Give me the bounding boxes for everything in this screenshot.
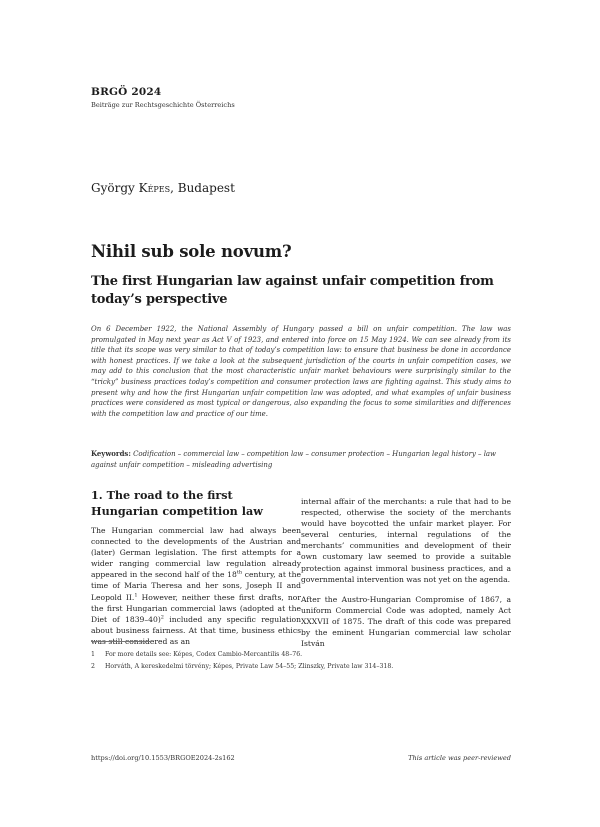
footnotes [91, 649, 511, 673]
footnote-1 [91, 649, 511, 661]
author-surname: Képes [138, 181, 171, 195]
keywords [91, 449, 511, 470]
text: century, at the time of Maria Theresa and her sons, Joseph II and Leopold II. [91, 570, 301, 602]
left-paragraph [91, 525, 301, 647]
doi-link[interactable]: https://doi.org/10.1553/BRGOE2024-2s162 [91, 754, 235, 762]
footnote-ref-2[interactable]: 2 [160, 614, 164, 621]
footnote-2 [91, 661, 511, 673]
author-first-name: György [91, 181, 139, 195]
text: However, neither these first drafts, nor the first Hungarian commercial laws (adopted at the Diet of 1839–40) [91, 592, 301, 624]
right-column [301, 496, 511, 658]
section-heading: 1. The road to the first Hungarian competition law [91, 488, 263, 518]
right-paragraph-1: internal affair of the merchants: a rule that had to be respected, otherwise the society of the merchants would have boycotted the unfair market player. For several centuries, internal regulations of the merchants’ communities and development of their own customary law seemed to provide a suitable protection against immoral business practices, and a governmental intervention was not yet on the agenda. [301, 497, 511, 584]
journal-subtitle: Beiträge zur Rechtsgeschichte Österreichs [91, 101, 235, 109]
footnote-text: For more details see: Képes, Codex Cambio-Mercantilis 48–76. [105, 651, 303, 658]
footnote-number: 2 [91, 663, 95, 670]
right-paragraph-2: After the Austro-Hungarian Compromise of 1867, a uniform Commercial Code was adopted, namely Act XXXVII of 1875. The draft of this code was prepared by the eminent Hungarian commercial law scholar István [301, 594, 511, 649]
footnote-text: Horváth, A kereskedelmi törvény; Képes, Private Law 54–55; Zlinszky, Private law 314–318. [105, 663, 394, 670]
abstract: On 6 December 1922, the National Assembly of Hungary passed a bill on unfair competition. The law was promulgated in May next year as Act V of 1923, and entered into force on 15 May 1924. We can see already from its title that its scope was very similar to that of today’s competition law: to ensure that business be done in accordance with honest practices. If we take a look at the subsequent jurisdiction of the courts in unfair competition cases, we may add to this conclusion that the most characteristic unfair market behaviours were surprisingly similar to the “tricky” business practices today’s competition and consumer protection laws are fighting against. This study aims to present why and how the first Hungarian unfair competition law was adopted, and what examples of unfair business practices were considered as most typical or dangerous, also expanding the focus to some similarities and differences with the competition law and practice of our time. [91, 325, 511, 418]
keywords-text: Codification – commercial law – competition law – consumer protection – Hungarian legal history – law against unfair competition – misleading advertising [91, 450, 496, 469]
footnote-number: 1 [91, 651, 95, 658]
peer-review-note: This article was peer-reviewed [408, 754, 511, 762]
left-column [91, 525, 301, 656]
text: included any specific regulation about business fairness. At that time, business ethics was still considered as an [91, 614, 301, 646]
author-affiliation: , Budapest [170, 181, 235, 195]
superscript: th [236, 569, 243, 576]
author-line [91, 181, 235, 195]
journal-title: BRGÖ 2024 [91, 86, 162, 98]
article-subtitle: The first Hungarian law against unfair competition from today’s perspective [91, 274, 494, 307]
text: The Hungarian commercial law had always been connected to the developments of the Austrian and (later) German legislation. The first attempts for a wider ranging commercial law regulation already appeared in the second half of the 18 [91, 526, 301, 580]
footnote-divider [91, 641, 151, 642]
footnote-ref-1[interactable]: 1 [134, 592, 138, 599]
keywords-label: Keywords: [91, 449, 131, 458]
article-title: Nihil sub sole novum? [91, 242, 292, 261]
